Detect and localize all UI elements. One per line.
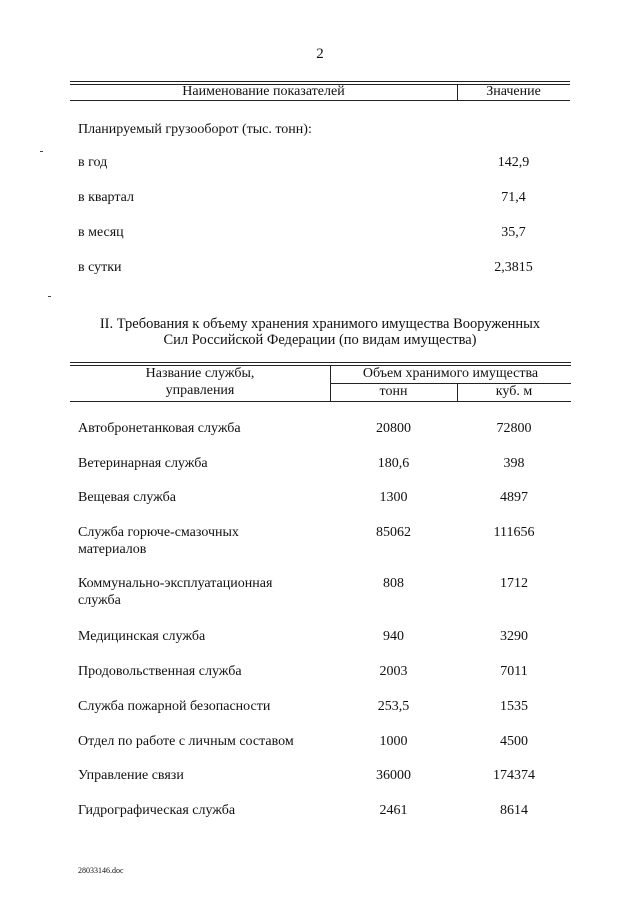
footer-filename: 28033146.doc [78, 866, 124, 875]
table2-row-tons: 20800 [376, 421, 411, 436]
page-number: 2 [316, 46, 324, 62]
table2-row-cubic: 4500 [500, 734, 528, 749]
table2-row-cubic: 72800 [496, 421, 532, 436]
table1-row-label: в месяц [78, 225, 124, 240]
table2-row-name: Управление связи [78, 768, 184, 783]
table1-row-value: 142,9 [497, 155, 530, 170]
table1-header-name: Наименование показателей [182, 84, 345, 99]
table1-row-value: 35,7 [501, 225, 526, 240]
section2-title-line1: II. Требования к объему хранения хранимого имущества Вооруженных [99, 316, 541, 332]
table2-row-tons: 85062 [376, 525, 411, 540]
table2-header-tons: тонн [379, 384, 408, 399]
table2-row-cubic: 1535 [500, 699, 528, 714]
table2-row-tons: 940 [383, 629, 404, 644]
table2-row-tons: 2003 [379, 664, 408, 679]
table2-row-cubic: 8614 [500, 803, 528, 818]
table1-section-title: Планируемый грузооборот (тыс. тонн): [78, 122, 312, 137]
table2-row-name: Коммунально-эксплуатационная [78, 576, 273, 591]
table2-header-service-line2: управления [165, 383, 235, 398]
table1-row-value: 71,4 [501, 190, 526, 205]
table2-row-tons: 808 [383, 576, 404, 591]
table2-row-cubic: 4897 [500, 490, 528, 505]
table2-row-tons: 1300 [379, 490, 408, 505]
table2-row-cubic: 3290 [500, 629, 528, 644]
table2-row-name: Отдел по работе с личным составом [78, 734, 294, 749]
table2-row-name: Вещевая служба [78, 490, 176, 505]
table2-row-tons: 180,6 [377, 456, 410, 471]
table1-header-value: Значение [486, 84, 541, 99]
scan-mark [48, 296, 51, 297]
section2-title-line2: Сил Российской Федерации (по видам имущества) [163, 332, 477, 348]
table1-row-label: в год [78, 155, 108, 170]
table2-top-rule [70, 362, 571, 363]
table2-row-cubic: 398 [503, 456, 525, 471]
table1-top-rule [70, 81, 570, 82]
table2-row-cubic: 7011 [500, 664, 528, 679]
table2-header-cubic: куб. м [495, 384, 533, 399]
table2-row-tons: 36000 [376, 768, 411, 783]
table2-header-service-line1: Название службы, [145, 366, 255, 381]
table1-header-rule [70, 100, 570, 101]
table2-row-name: Гидрографическая служба [78, 803, 236, 818]
table1-row-label: в сутки [78, 260, 122, 275]
table2-row-tons: 2461 [379, 803, 408, 818]
table2-header-volume: Объем хранимого имущества [362, 366, 539, 381]
table2-row-tons: 253,5 [377, 699, 410, 714]
table2-row-cubic: 174374 [493, 768, 535, 783]
scan-mark [40, 151, 43, 152]
table2-row-name: Продовольственная служба [78, 664, 242, 679]
table2-row-name: Служба горюче-смазочных [78, 525, 239, 540]
table2-row-cubic: 111656 [493, 525, 535, 540]
table1-row-label: в квартал [78, 190, 134, 205]
table2-row-cubic: 1712 [500, 576, 528, 591]
table2-row-name: Служба пожарной безопасности [78, 699, 271, 714]
table1-row-value: 2,3815 [494, 260, 533, 275]
table2-row-tons: 1000 [379, 734, 408, 749]
table2-row-name-cont: служба [78, 593, 121, 608]
table2-row-name: Медицинская служба [78, 629, 206, 644]
table2-row-name: Ветеринарная служба [78, 456, 208, 471]
table2-row-name-cont: материалов [78, 542, 147, 557]
table2-row-name: Автобронетанковая служба [78, 421, 241, 436]
table2-header-rule [70, 401, 571, 402]
